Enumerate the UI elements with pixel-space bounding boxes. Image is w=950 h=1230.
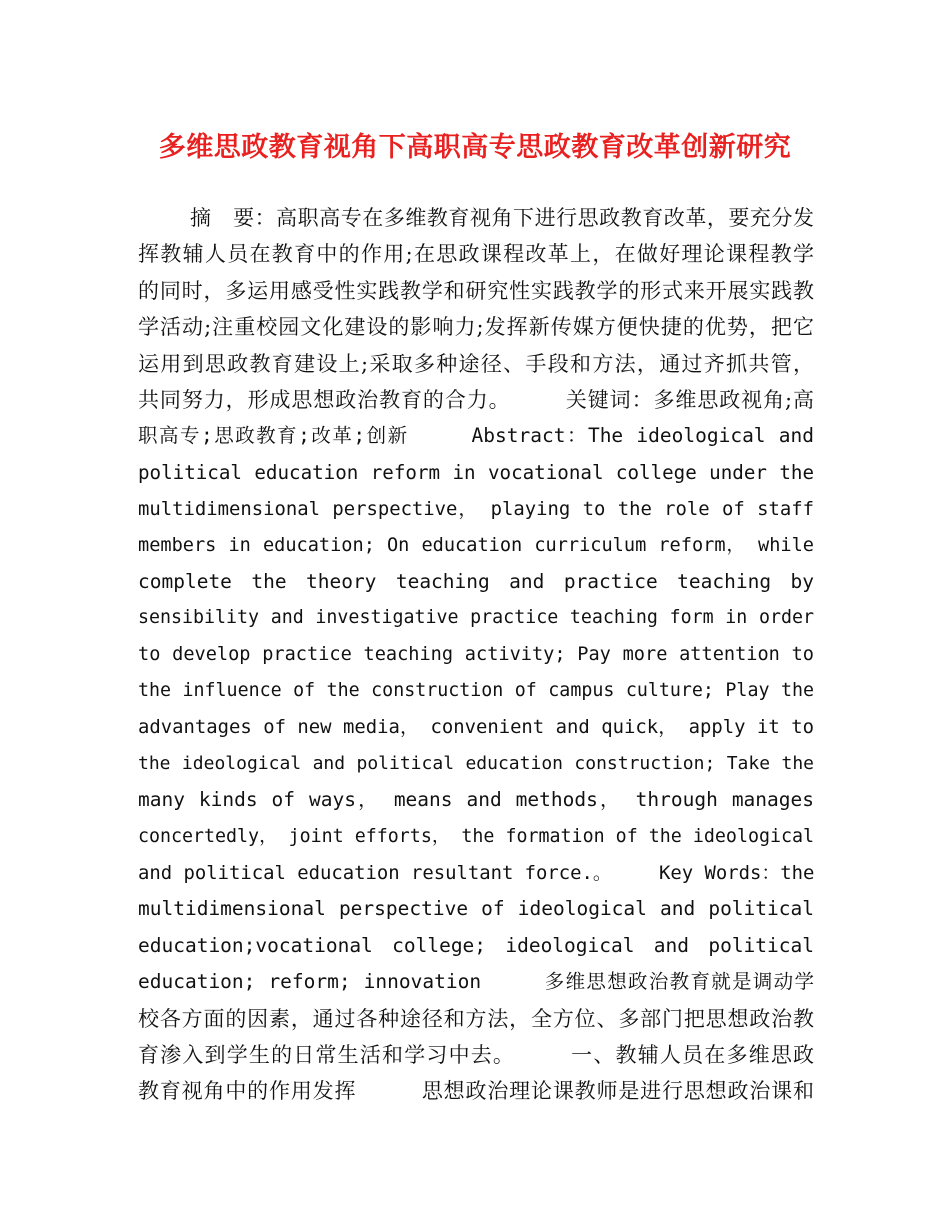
body-line: 摘 要：高职高专在多维教育视角下进行思政教育改革，要充分发 xyxy=(190,206,814,230)
body-line: 教育视角中的作用发挥 思想政治理论课教师是进行思想政治课和 xyxy=(138,1079,814,1104)
body-line: concertedly， joint efforts， the formation of the ideological xyxy=(138,825,814,847)
document-title: 多维思政教育视角下高职高专思政教育改革创新研究 xyxy=(158,132,792,163)
body-line: the ideological and political education construction; Take the xyxy=(138,752,814,774)
body-line: political education reform in vocational college under the xyxy=(138,460,814,484)
body-line: education;vocational college; ideological and political xyxy=(138,933,814,957)
body-line: 共同努力，形成思想政治教育的合力。 关键词：多维思政视角;高 xyxy=(138,387,814,412)
body-line: multidimensional perspective of ideological and political xyxy=(138,897,814,921)
body-line: members in education; On education curriculum reform， while xyxy=(138,534,814,556)
body-line: 校各方面的因素，通过各种途径和方法，全方位、多部门把思想政治教 xyxy=(138,1006,814,1031)
body-line: to develop practice teaching activity; Pay more attention to xyxy=(138,643,814,665)
body-line: 育渗入到学生的日常生活和学习中去。 一、教辅人员在多维思政 xyxy=(138,1042,814,1067)
document-body xyxy=(138,200,814,1110)
body-line: sensibility and investigative practice teaching form in order xyxy=(138,607,814,629)
body-line: 的同时，多运用感受性实践教学和研究性实践教学的形式来开展实践教 xyxy=(138,278,814,303)
body-line: the influence of the construction of campus culture; Play the xyxy=(138,680,814,702)
body-line: 运用到思政教育建设上;采取多种途径、手段和方法，通过齐抓共管， xyxy=(138,351,814,376)
body-line: education; reform; innovation 多维思想政治教育就是调动学 xyxy=(138,970,814,994)
body-line: complete the theory teaching and practice teaching by xyxy=(138,569,814,593)
body-line: and political education resultant force.。 Key Words：the xyxy=(138,862,815,885)
body-line: 学活动;注重校园文化建设的影响力;发挥新传媒方便快捷的优势，把它 xyxy=(138,315,814,340)
body-line: many kinds of ways， means and methods， through manages xyxy=(138,788,814,812)
body-line: 挥教辅人员在教育中的作用;在思政课程改革上，在做好理论课程教学 xyxy=(138,242,814,267)
body-line: 职高专;思政教育;改革;创新 Abstract：The ideological and xyxy=(138,424,814,448)
body-line: multidimensional perspective， playing to the role of staff xyxy=(138,498,814,521)
body-line: advantages of new media， convenient and quick， apply it to xyxy=(138,716,814,739)
